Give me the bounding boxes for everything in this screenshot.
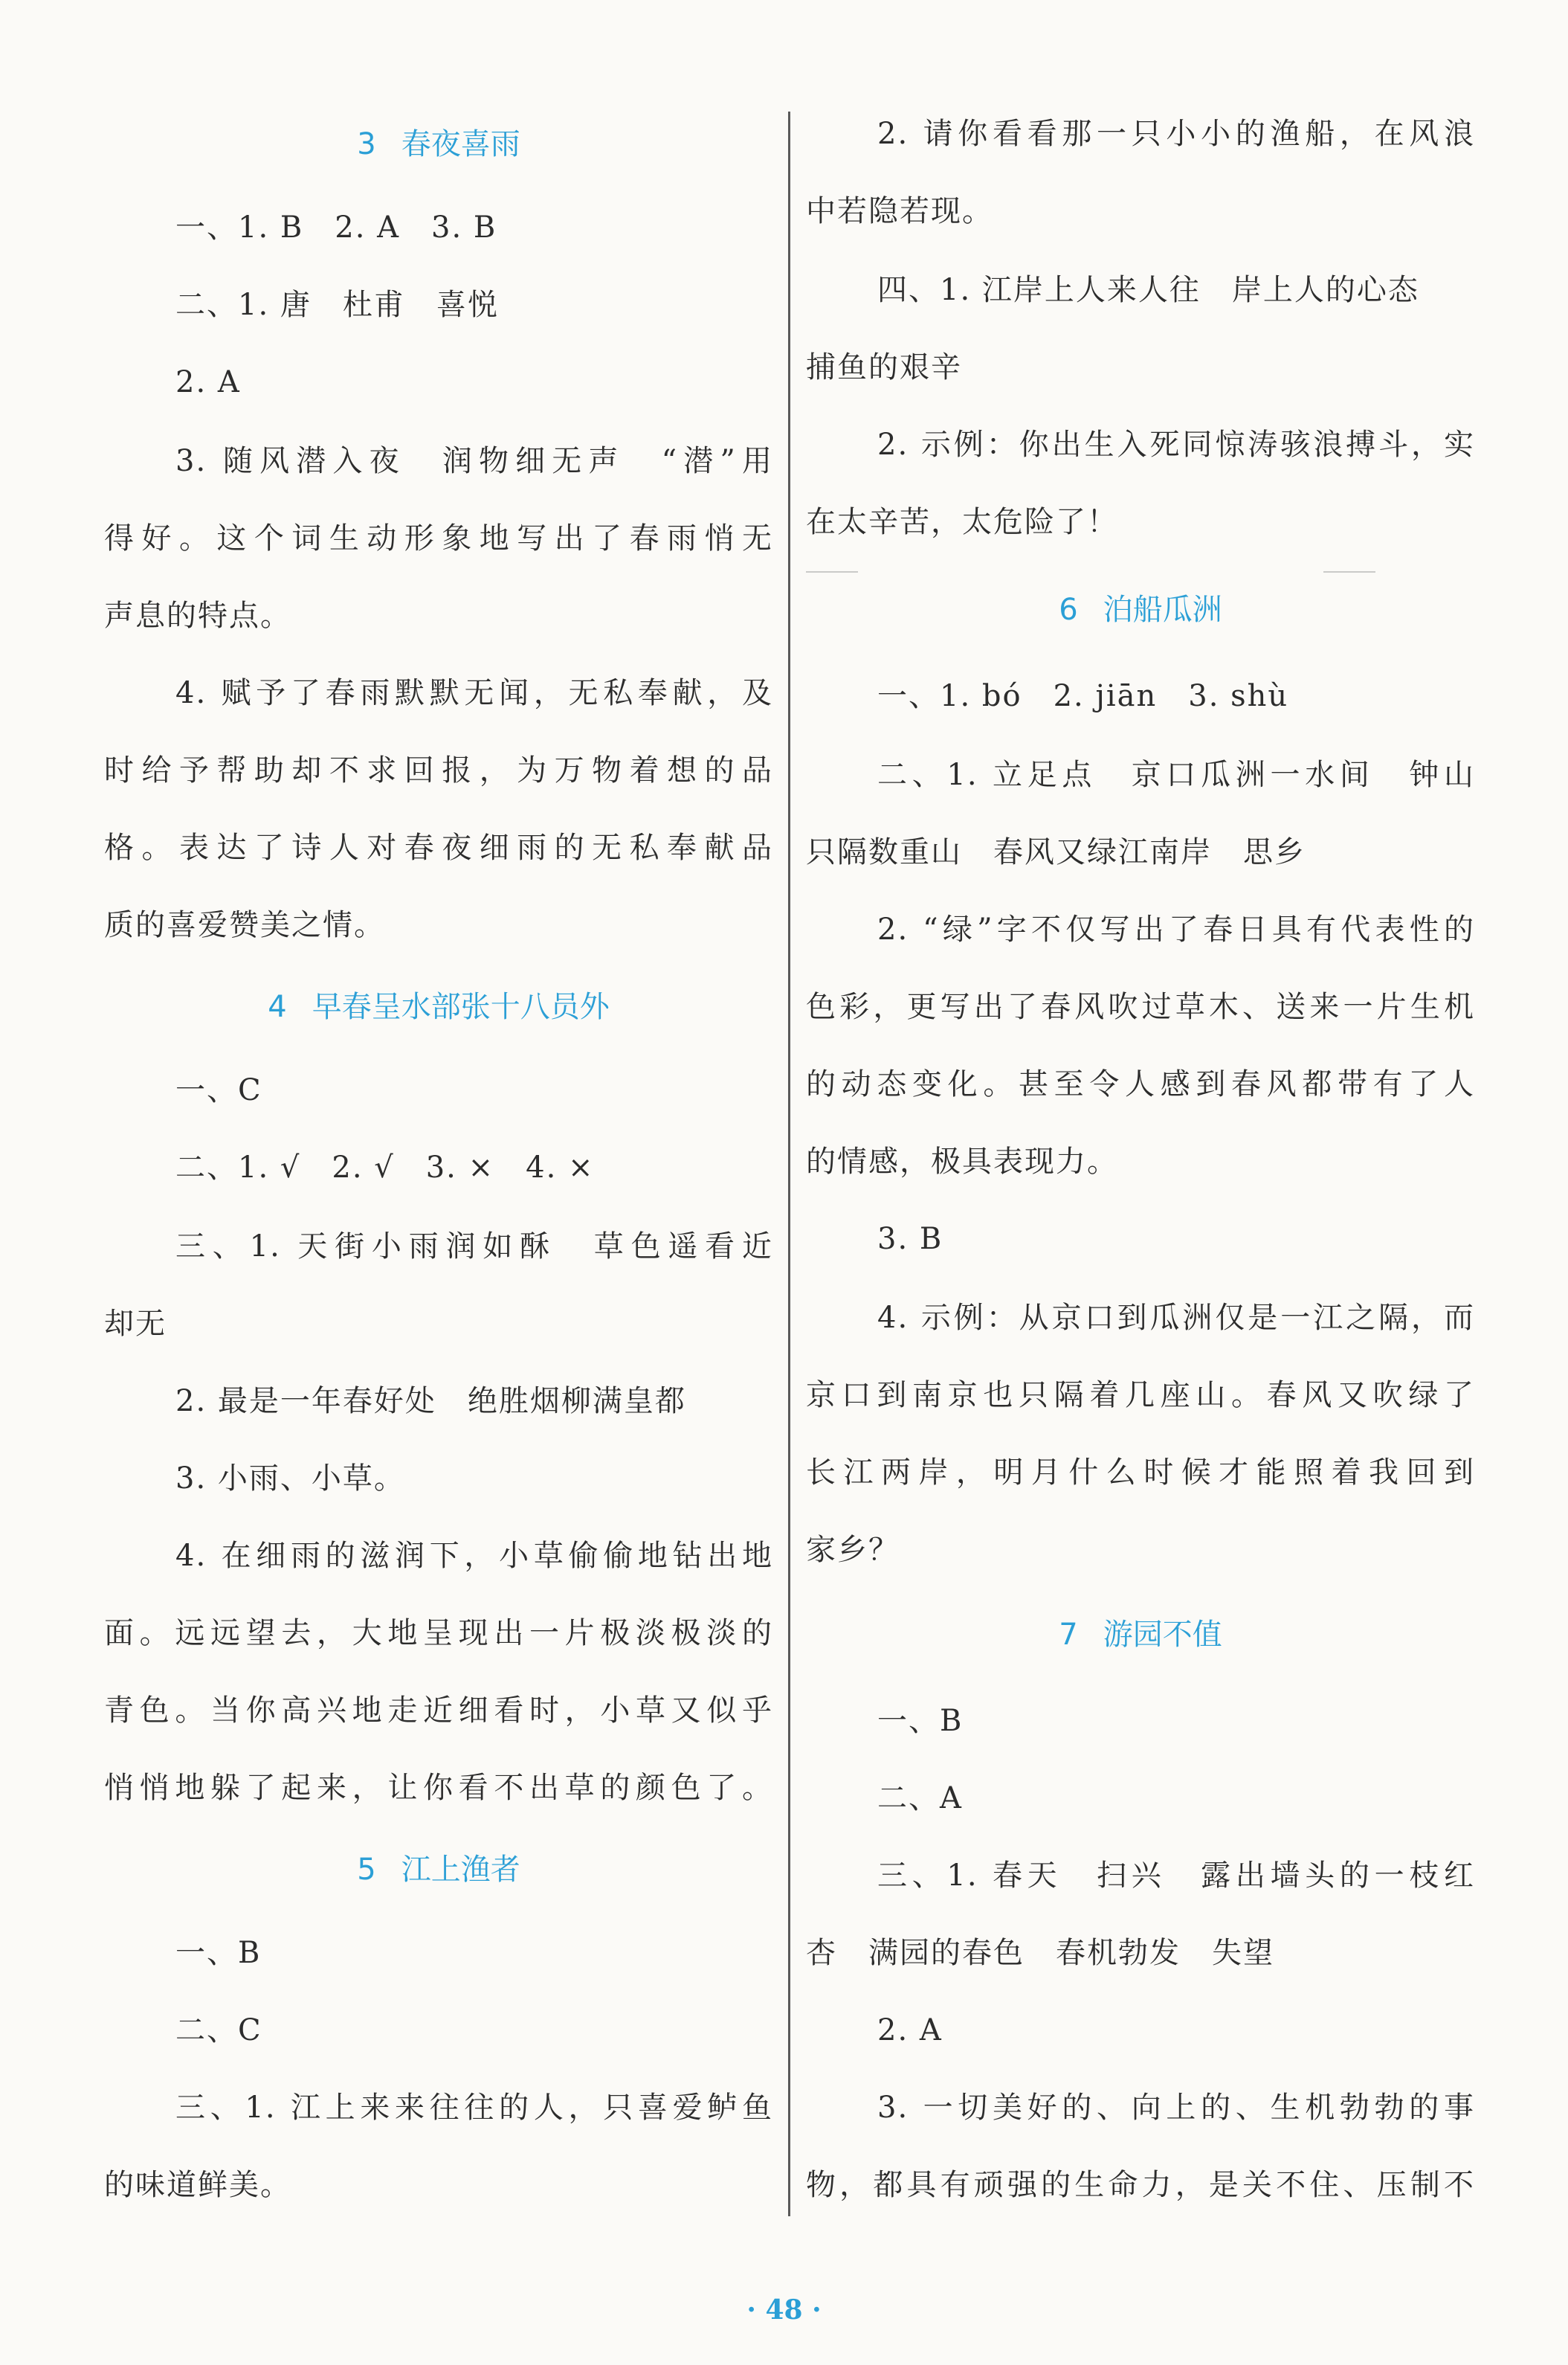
section-number: 7 [1059, 1618, 1078, 1652]
section-title: 泊船瓜洲 [1103, 593, 1222, 627]
answer-line: 捕鱼的艰辛 [806, 350, 962, 384]
section-heading-6 [806, 589, 1475, 631]
answer-line: 得好。这个词生动形象地写出了春雨悄无 [104, 521, 773, 556]
answer-line: 格。表达了诗人对春夜细雨的无私奉献品 [104, 831, 773, 865]
section-number: 4 [268, 990, 287, 1024]
answer-line: 四、1. 江岸上人来人往 岸上人的心态 [877, 273, 1419, 307]
answer-line: 却无 [104, 1307, 167, 1341]
section-number: 6 [1059, 593, 1078, 627]
answer-line: 面。远远望去，大地呈现出一片极淡极淡的 [104, 1616, 773, 1650]
section-number: 3 [357, 127, 376, 161]
right-column [806, 0, 1475, 2231]
answer-line: 4. 赋予了春雨默默无闻，无私奉献，及 [175, 676, 773, 710]
section-heading-7 [806, 1614, 1475, 1656]
column-divider [788, 112, 790, 2216]
answer-line: 2. A [877, 2013, 943, 2047]
answer-line: 三、1. 江上来来往往的人，只喜爱鲈鱼 [175, 2091, 773, 2125]
answer-line: 2. 请你看看那一只小小的渔船，在风浪 [877, 117, 1475, 151]
answer-line: 只隔数重山 春风又绿江南岸 思乡 [806, 835, 1306, 869]
answer-line: 二、1. 唐 杜甫 喜悦 [175, 288, 499, 322]
section-title: 春夜喜雨 [401, 127, 520, 161]
section-heading-4 [104, 986, 773, 1028]
section-title: 早春呈水部张十八员外 [312, 990, 610, 1024]
section-heading-5 [104, 1849, 773, 1891]
answer-line: 的味道鲜美。 [104, 2168, 291, 2202]
answer-line: 中若隐若现。 [806, 194, 993, 228]
answer-line: 三、1. 天街小雨润如酥 草色遥看近 [175, 1229, 773, 1264]
answer-line: 3. B [877, 1222, 943, 1256]
section-number: 5 [357, 1853, 376, 1887]
answer-line: 一、B [877, 1704, 964, 1738]
answer-line: 2. 示例：你出生入死同惊涛骇浪搏斗，实 [877, 428, 1475, 462]
answer-line: 一、1. B 2. A 3. B [175, 210, 497, 245]
answer-line: 京口到南京也只隔着几座山。春风又吹绿了 [806, 1378, 1475, 1412]
answer-line: 二、1. 立足点 京口瓜洲一水间 钟山 [877, 758, 1475, 792]
answer-line: 2. A [175, 365, 241, 399]
answer-line: 4. 在细雨的滋润下，小草偷偷地钻出地 [175, 1539, 773, 1573]
answer-line: 时给予帮助却不求回报，为万物着想的品 [104, 753, 773, 788]
section-heading-3 [104, 123, 773, 165]
section-title: 游园不值 [1103, 1618, 1222, 1652]
answer-line: 二、1. √ 2. √ 3. × 4. × [175, 1151, 595, 1185]
left-column [104, 0, 773, 2231]
answer-line: 青色。当你高兴地走近细看时，小草又似乎 [104, 1693, 773, 1728]
answer-line: 的动态变化。甚至令人感到春风都带有了人 [806, 1067, 1475, 1101]
answer-line: 色彩，更写出了春风吹过草木、送来一片生机 [806, 990, 1475, 1024]
answer-line: 在太辛苦，太危险了！ [806, 505, 1118, 539]
answer-line: 一、B [175, 1936, 262, 1970]
answer-line: 2. “绿”字不仅写出了春日具有代表性的 [877, 913, 1475, 947]
answer-line: 长江两岸，明月什么时候才能照着我回到 [806, 1455, 1475, 1490]
answer-line: 一、C [175, 1073, 262, 1107]
answer-line: 3. 随风潜入夜 润物细无声 “潜”用 [175, 444, 773, 478]
section-title: 江上渔者 [401, 1853, 520, 1887]
answer-line: 4. 示例：从京口到瓜洲仅是一江之隔，而 [877, 1301, 1475, 1335]
answer-line: 3. 一切美好的、向上的、生机勃勃的事 [877, 2091, 1475, 2125]
answer-line: 家乡？ [806, 1533, 900, 1567]
answer-line: 质的喜爱赞美之情。 [104, 908, 385, 942]
answer-line: 杏 满园的春色 春机勃发 失望 [806, 1936, 1274, 1970]
answer-line: 3. 小雨、小草。 [175, 1461, 405, 1496]
answer-line: 三、1. 春天 扫兴 露出墙头的一枝红 [877, 1859, 1475, 1893]
page-number: · 48 · [746, 2294, 822, 2326]
answer-line: 声息的特点。 [104, 599, 291, 633]
answer-line: 二、A [877, 1781, 963, 1815]
answer-line: 一、1. bó 2. jiān 3. shù [877, 679, 1289, 713]
answer-line: 悄悄地躲了起来，让你看不出草的颜色了。 [104, 1771, 773, 1805]
answer-line: 二、C [175, 2013, 262, 2047]
answer-line: 物，都具有顽强的生命力，是关不住、压制不 [806, 2168, 1475, 2202]
answer-line: 2. 最是一年春好处 绝胜烟柳满皇都 [175, 1384, 686, 1418]
answer-line: 的情感，极具表现力。 [806, 1145, 1118, 1179]
